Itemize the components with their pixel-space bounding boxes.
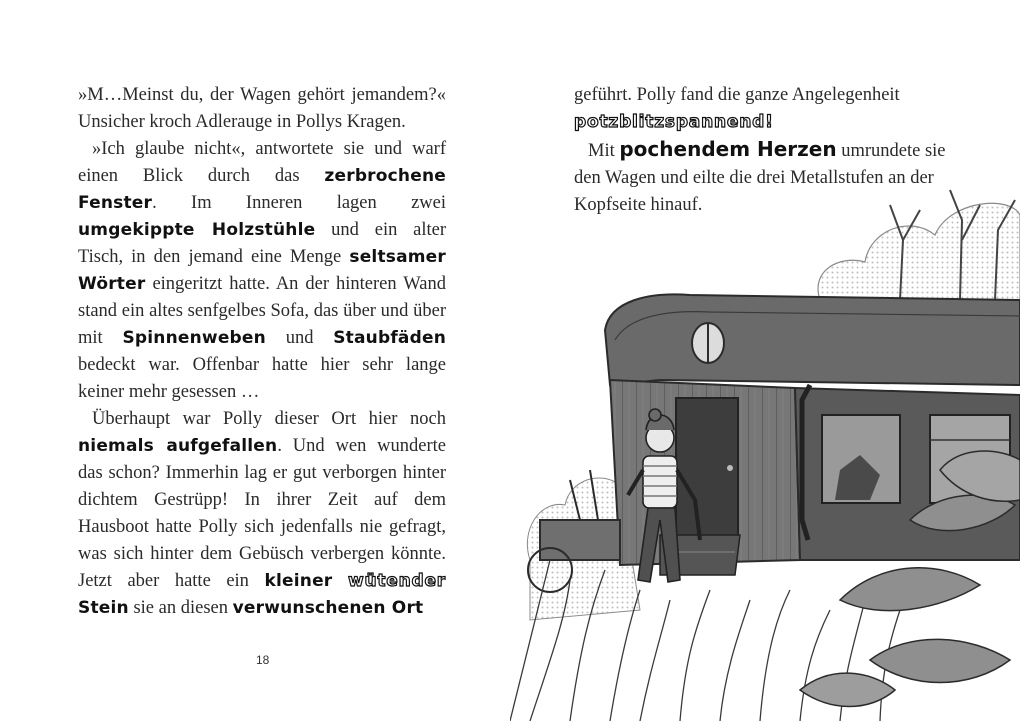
emphasized-text: wütender — [347, 571, 446, 591]
text-run: und — [265, 328, 334, 348]
left-page-text — [78, 82, 446, 622]
right-page-text — [574, 82, 954, 219]
paragraph — [574, 136, 954, 219]
emphasized-text: niemals aufgefallen — [78, 436, 278, 456]
text-run: eingeritzt hatte. An der hinteren Wand stand ein altes senfgelbes Sofa, das über und über mit — [78, 274, 446, 348]
text-run: . Im Inneren lagen zwei — [152, 193, 446, 213]
paragraph — [78, 406, 446, 622]
text-run: . Und wen wunderte das schon? Immerhin lag er gut verborgen hinter dichtem Gestrüpp! In ihrer Zeit auf dem Hausboot hatte Polly sich jedenfalls nie gefragt, was sich hinter dem Gebüsch verbergen könnte. Jetzt aber hatte ein — [78, 436, 446, 591]
paragraph — [78, 136, 446, 406]
page-number: 18 — [256, 653, 270, 667]
emphasized-text: verwunschenen Ort — [232, 598, 424, 618]
paragraph — [78, 82, 446, 136]
emphasized-text: pochendem Herzen — [619, 137, 837, 161]
emphasized-text: Staubfäden — [333, 328, 447, 348]
text-run: »M…Meinst du, der Wagen gehört jemandem?« Unsicher kroch Adlerauge in Pollys Kragen. — [78, 85, 446, 132]
text-run: geführt. Polly fand die ganze Angelegenheit — [574, 85, 900, 105]
text-run: »Ich glaube nicht«, antwortete sie und warf einen Blick durch das — [78, 139, 446, 186]
emphasized-text: Spinnenweben — [122, 328, 266, 348]
text-run: und ein alter Tisch, in den jemand eine Menge — [78, 220, 446, 267]
text-run: umrundete sie den Wagen und eilte die drei Metallstufen an der Kopfseite hinauf. — [574, 141, 946, 215]
emphasized-text: potzblitzspannend! — [574, 112, 774, 132]
paragraph — [574, 82, 954, 136]
right-page — [510, 0, 1020, 721]
text-run: sie an diesen — [128, 598, 233, 618]
emphasized-text: kleiner — [264, 571, 333, 591]
text-run — [332, 571, 348, 591]
emphasized-text: Stein — [78, 598, 129, 618]
text-run: bedeckt war. Offenbar hatte hier sehr lange keiner mehr gesessen … — [78, 355, 446, 402]
emphasized-text: seltsamer Wörter — [78, 247, 446, 294]
text-run: Mit — [588, 141, 620, 161]
text-run: Überhaupt war Polly dieser Ort hier noch — [92, 409, 446, 429]
emphasized-text: umgekippte Holzstühle — [78, 220, 316, 240]
emphasized-text: zerbrochene Fenster — [78, 166, 446, 213]
